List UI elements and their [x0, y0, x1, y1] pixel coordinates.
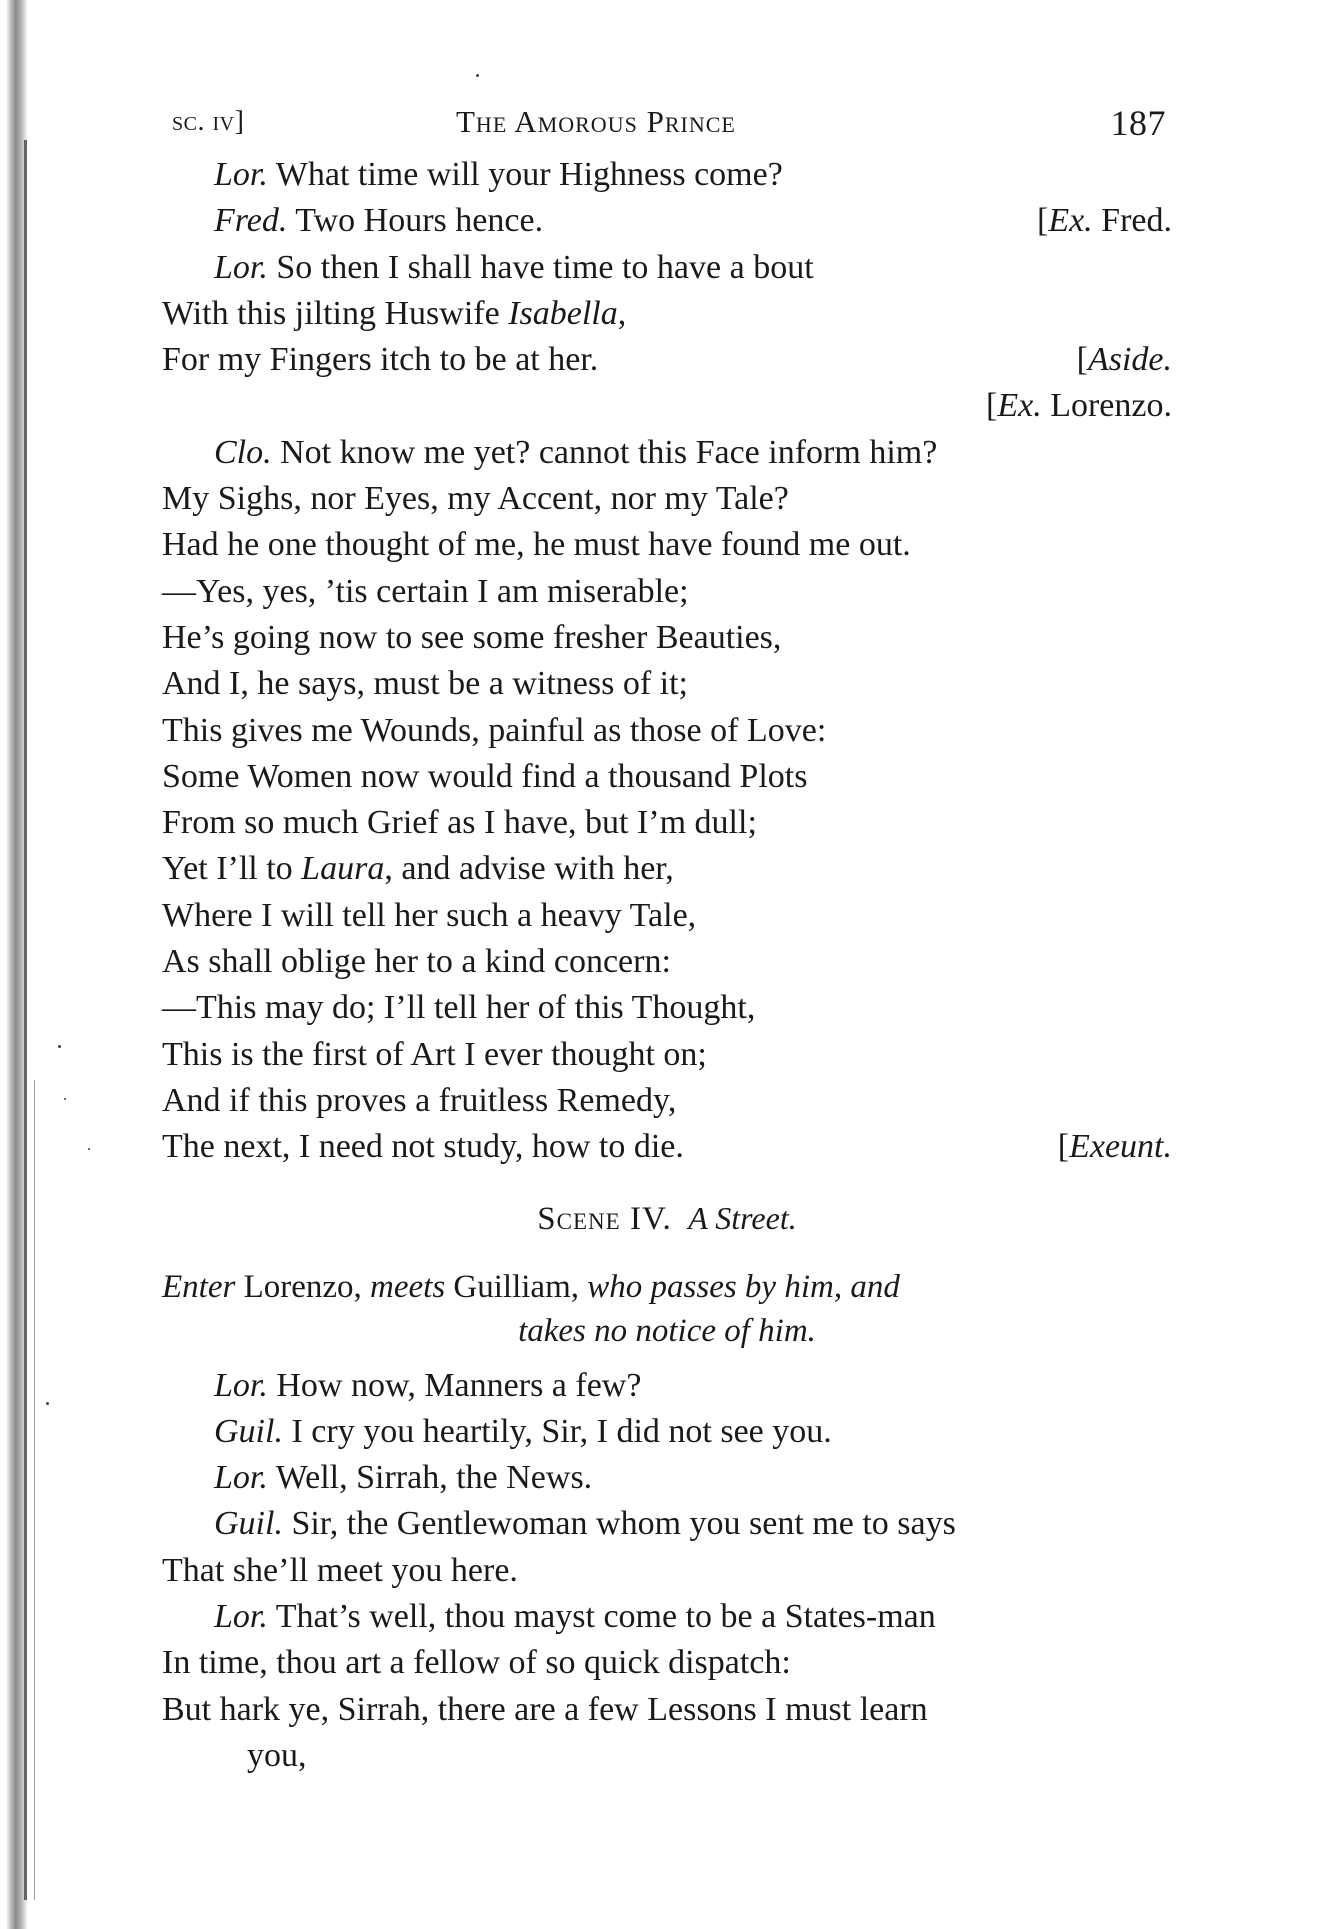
line-text: Yet I’ll to — [162, 850, 302, 888]
line-text: My Sighs, nor Eyes, my Accent, nor my Tale? — [162, 480, 789, 518]
verse-line — [162, 1409, 1172, 1455]
running-head-title: The Amorous Prince — [456, 104, 736, 139]
verse-line-turnover — [162, 1733, 1172, 1779]
line-text: But hark ye, Sirrah, there are a few Lessons I must learn — [162, 1690, 928, 1728]
speaker-name: Lor. — [214, 1598, 268, 1636]
exit-abbrev: Ex. — [1048, 202, 1093, 240]
stage-direction-exeunt — [1058, 1124, 1172, 1170]
verse-line — [162, 430, 1172, 476]
verse-line — [162, 569, 1172, 615]
verse-line — [162, 615, 1172, 661]
stage-direction-exit — [986, 383, 1172, 429]
verse-line — [162, 291, 1172, 337]
scan-speck — [46, 1402, 49, 1405]
line-text: As shall oblige her to a kind concern: — [162, 943, 671, 981]
exeunt-label: Exeunt. — [1069, 1128, 1172, 1166]
bracket: [ — [986, 387, 998, 425]
verse-line — [162, 893, 1172, 939]
line-text: Two Hours hence. — [295, 202, 544, 240]
exit-name: Fred. — [1101, 202, 1172, 240]
scan-speck — [88, 1148, 90, 1150]
line-text: Not know me yet? cannot this Face inform him? — [280, 433, 938, 471]
play-text — [162, 152, 1172, 1779]
running-head-scene: sc. iv] — [172, 106, 245, 137]
verse-line — [162, 152, 1172, 198]
binding-edge-line-thin — [34, 1080, 35, 1900]
direction-text: takes no notice of him. — [518, 1312, 816, 1349]
exit-name: Lorenzo. — [1050, 387, 1172, 425]
speaker-name: Lor. — [214, 1459, 268, 1497]
line-text: Where I will tell her such a heavy Tale, — [162, 896, 697, 934]
line-text: Sir, the Gentlewoman whom you sent me to says — [291, 1505, 956, 1543]
line-text: This gives me Wounds, painful as those of Love: — [162, 711, 827, 749]
entrance-direction — [162, 1265, 1172, 1353]
binding-edge-line — [24, 140, 27, 1900]
verse-line — [162, 476, 1172, 522]
scan-speck — [58, 1045, 61, 1048]
verse-line — [162, 1455, 1172, 1501]
verse-line — [162, 1640, 1172, 1686]
line-text: —Yes, yes, ’tis certain I am miserable; — [162, 572, 689, 610]
line-text: And I, he says, must be a witness of it; — [162, 665, 688, 703]
verse-line — [162, 245, 1172, 291]
scan-speck — [476, 74, 479, 77]
character-name: Lorenzo, — [243, 1268, 362, 1305]
line-text: you, — [247, 1736, 307, 1774]
speaker-name: Guil. — [214, 1505, 283, 1543]
line-text: And if this proves a fruitless Remedy, — [162, 1081, 677, 1119]
stage-direction-aside — [1077, 337, 1172, 383]
bracket: [ — [1036, 202, 1049, 240]
verse-line — [162, 1032, 1172, 1078]
verse-line — [162, 800, 1172, 846]
line-text: Had he one thought of me, he must have found me out. — [162, 526, 911, 564]
line-text: That’s well, thou mayst come to be a States-man — [275, 1598, 936, 1636]
verse-line — [162, 1548, 1172, 1594]
verse-line — [162, 337, 1172, 383]
bracket: [ — [1057, 1128, 1070, 1166]
line-text: What time will your Highness come? — [275, 156, 783, 193]
line-text: , — [617, 294, 627, 332]
speaker-name: Lor. — [214, 1366, 268, 1404]
verse-line — [162, 1078, 1172, 1124]
verse-line — [162, 522, 1172, 568]
character-name: Guilliam, — [453, 1268, 579, 1305]
verse-line — [162, 985, 1172, 1031]
line-text: In time, thou art a fellow of so quick dispatch: — [162, 1644, 791, 1682]
verse-line — [162, 1124, 1172, 1170]
line-text: How now, Manners a few? — [276, 1366, 642, 1404]
line-text: Well, Sirrah, the News. — [275, 1459, 593, 1497]
verse-line — [162, 1687, 1172, 1733]
verse-line — [162, 754, 1172, 800]
line-text: , and advise with her, — [384, 850, 674, 888]
line-text: For my Fingers itch to be at her. — [162, 341, 599, 379]
running-head — [166, 98, 1166, 142]
scene-place: A Street. — [688, 1199, 797, 1236]
character-name: Isabella — [508, 294, 618, 332]
speaker-name: Fred. — [214, 202, 288, 240]
line-text: Some Women now would find a thousand Plots — [162, 757, 808, 795]
speaker-name: Guil. — [214, 1412, 283, 1450]
verse-line — [162, 708, 1172, 754]
direction-text: who passes by him, and — [587, 1268, 900, 1305]
scene-heading — [162, 1171, 1172, 1253]
verse-line — [162, 1594, 1172, 1640]
exit-abbrev: Ex. — [997, 387, 1042, 425]
speaker-name: Clo. — [214, 433, 272, 471]
page-number: 187 — [1110, 103, 1166, 143]
verse-line — [162, 198, 1172, 244]
aside-label: Aside. — [1087, 341, 1172, 379]
verse-line — [162, 1363, 1172, 1409]
line-text: This is the first of Art I ever thought on; — [162, 1035, 707, 1073]
verse-line — [162, 661, 1172, 707]
line-text: —This may do; I’ll tell her of this Thought, — [162, 989, 756, 1027]
bracket: [ — [1076, 341, 1088, 379]
scene-label: Scene IV. — [537, 1200, 672, 1237]
direction-word: meets — [370, 1268, 446, 1305]
scan-speck — [64, 1098, 66, 1100]
line-text: The next, I need not study, how to die. — [162, 1128, 684, 1166]
line-text: I cry you heartily, Sir, I did not see you. — [291, 1412, 832, 1450]
verse-line — [162, 939, 1172, 985]
speaker-name: Lor. — [214, 248, 268, 286]
character-name: Laura — [301, 850, 385, 888]
line-text: He’s going now to see some fresher Beauties, — [162, 618, 782, 656]
line-text: So then I shall have time to have a bout — [276, 248, 814, 286]
verse-line — [162, 846, 1172, 892]
direction-line — [162, 1265, 1172, 1309]
stage-direction-exit — [1037, 198, 1172, 244]
speaker-name: Lor. — [214, 156, 268, 193]
line-text: That she’ll meet you here. — [162, 1551, 518, 1589]
direction-line — [162, 1309, 1172, 1353]
line-text: With this jilting Huswife — [162, 294, 509, 332]
spacer — [162, 1353, 1172, 1363]
enter-word: Enter — [162, 1268, 236, 1305]
verse-line — [162, 383, 1172, 429]
verse-line — [162, 1501, 1172, 1547]
line-text: From so much Grief as I have, but I’m dull; — [162, 804, 757, 842]
